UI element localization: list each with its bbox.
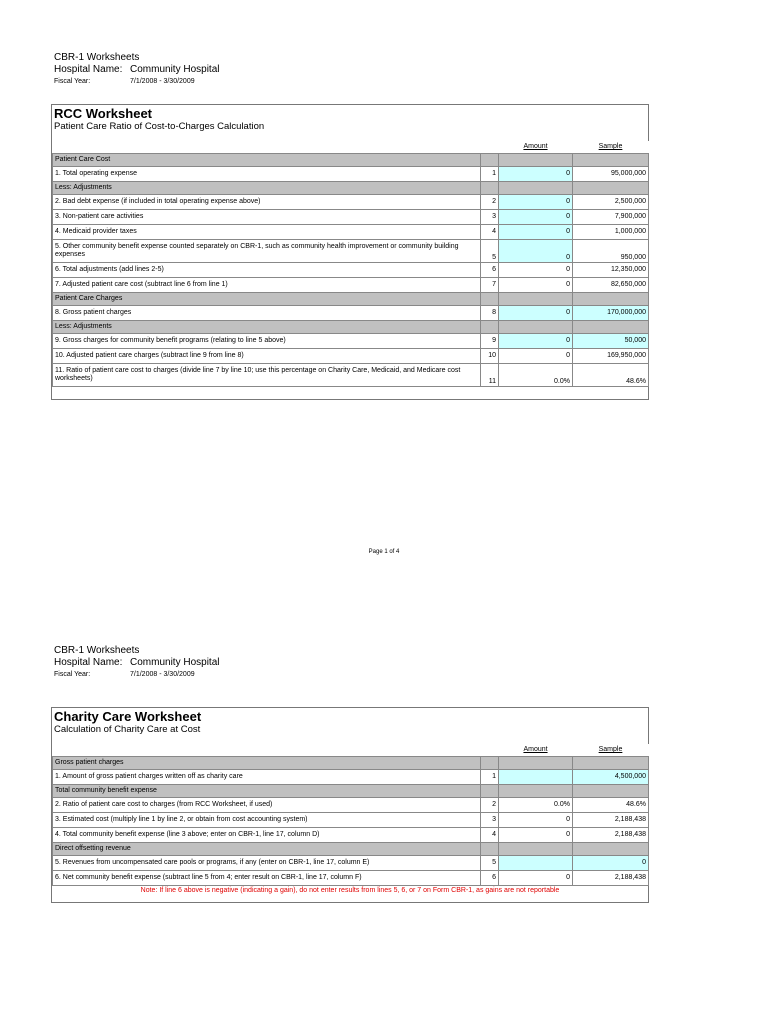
- table-row: 5. Revenues from uncompensated care pools or programs, if any (enter on CBR-1, line 17, column E) 5 0: [53, 856, 649, 871]
- hospital-name: Community Hospital: [130, 657, 220, 668]
- table-row: 1. Total operating expense 1 0 95,000,000: [53, 167, 649, 182]
- fiscal-year: 7/1/2008 - 3/30/2009: [130, 671, 195, 678]
- charity-care-worksheet: [51, 707, 649, 903]
- section-row: Less: Adjustments: [53, 321, 649, 334]
- hospital-name: Community Hospital: [130, 64, 220, 75]
- table-row: 2. Bad debt expense (if included in total operating expense above) 2 0 2,500,000: [53, 195, 649, 210]
- section-row: Patient Care Charges: [53, 293, 649, 306]
- table-row: 5. Other community benefit expense counted separately on CBR-1, such as community health improvement or community building expenses 5 0 950,000: [53, 240, 649, 263]
- amount-cell[interactable]: 0: [499, 225, 573, 240]
- table-row: 11. Ratio of patient care cost to charges (divide line 7 by line 10; use this percentage on Charity Care, Medicaid, and Medicare cost worksheets) 11 0.0% 48.6%: [53, 364, 649, 387]
- amount-header: Amount: [499, 744, 573, 757]
- hospital-row: [54, 64, 219, 76]
- table-row: 6. Net community benefit expense (subtract line 5 from 4; enter result on CBR-1, line 17, column F) 6 0 2,188,438: [53, 871, 649, 886]
- hospital-row: [54, 657, 219, 669]
- amount-header: Amount: [499, 141, 573, 154]
- table-row: 3. Non-patient care activities 3 0 7,900,000: [53, 210, 649, 225]
- negative-gain-note: Note: If line 6 above is negative (indicating a gain), do not enter results from lines 5, 6, or 7 on Form CBR-1, as gains are not reportable: [140, 887, 560, 894]
- hospital-label: Hospital Name:: [54, 657, 123, 668]
- section-row: Total community benefit expense: [53, 785, 649, 798]
- fiscal-row: [54, 669, 219, 680]
- column-header-row: [53, 141, 649, 154]
- table-row: 7. Adjusted patient care cost (subtract line 6 from line 1) 7 0 82,650,000: [53, 278, 649, 293]
- section-row: Gross patient charges: [53, 757, 649, 770]
- rcc-subtitle: Patient Care Ratio of Cost-to-Charges Calculation: [54, 121, 265, 132]
- worksheets-title: CBR-1 Worksheets: [54, 52, 140, 63]
- table-row: 10. Adjusted patient care charges (subtract line 9 from line 8) 10 0 169,950,000: [53, 349, 649, 364]
- page-header-1: [54, 52, 219, 87]
- charity-subtitle: Calculation of Charity Care at Cost: [54, 724, 201, 735]
- charity-table: [52, 744, 649, 886]
- amount-cell[interactable]: 0: [499, 195, 573, 210]
- table-row: 4. Total community benefit expense (line 3 above; enter on CBR-1, line 17, column D) 4 0 2,188,438: [53, 828, 649, 843]
- amount-cell[interactable]: 0: [499, 306, 573, 321]
- rcc-table: [52, 141, 649, 387]
- sample-header: Sample: [573, 141, 649, 154]
- table-row: 2. Ratio of patient care cost to charges (from RCC Worksheet, if used) 2 0.0% 48.6%: [53, 798, 649, 813]
- section-row: Direct offsetting revenue: [53, 843, 649, 856]
- page-number: Page 1 of 4: [368, 549, 400, 555]
- charity-title: Charity Care Worksheet: [54, 709, 202, 724]
- amount-cell[interactable]: 0: [499, 240, 573, 263]
- fiscal-row: [54, 76, 219, 87]
- table-row: 4. Medicaid provider taxes 4 0 1,000,000: [53, 225, 649, 240]
- table-row: 9. Gross charges for community benefit programs (relating to line 5 above) 9 0 50,000: [53, 334, 649, 349]
- fiscal-label: Fiscal Year:: [54, 78, 91, 85]
- worksheets-title: CBR-1 Worksheets: [54, 645, 140, 656]
- hospital-label: Hospital Name:: [54, 64, 123, 75]
- fiscal-year: 7/1/2008 - 3/30/2009: [130, 78, 195, 85]
- sample-header: Sample: [573, 744, 649, 757]
- amount-cell[interactable]: [499, 770, 573, 785]
- amount-cell[interactable]: 0: [499, 210, 573, 225]
- fiscal-label: Fiscal Year:: [54, 671, 91, 678]
- column-header-row: [53, 744, 649, 757]
- amount-cell[interactable]: 0: [499, 167, 573, 182]
- rcc-worksheet: [51, 104, 649, 400]
- table-row: 8. Gross patient charges 8 0 170,000,000: [53, 306, 649, 321]
- table-row: 6. Total adjustments (add lines 2-5) 6 0 12,350,000: [53, 263, 649, 278]
- table-row: 1. Amount of gross patient charges written off as charity care 1 4,500,000: [53, 770, 649, 785]
- section-row: Less: Adjustments: [53, 182, 649, 195]
- table-row: 3. Estimated cost (multiply line 1 by line 2, or obtain from cost accounting system) 3 0 2,188,438: [53, 813, 649, 828]
- rcc-title: RCC Worksheet: [54, 106, 153, 121]
- amount-cell[interactable]: [499, 856, 573, 871]
- page-header-2: [54, 645, 219, 680]
- amount-cell[interactable]: 0: [499, 334, 573, 349]
- section-row: Patient Care Cost: [53, 154, 649, 167]
